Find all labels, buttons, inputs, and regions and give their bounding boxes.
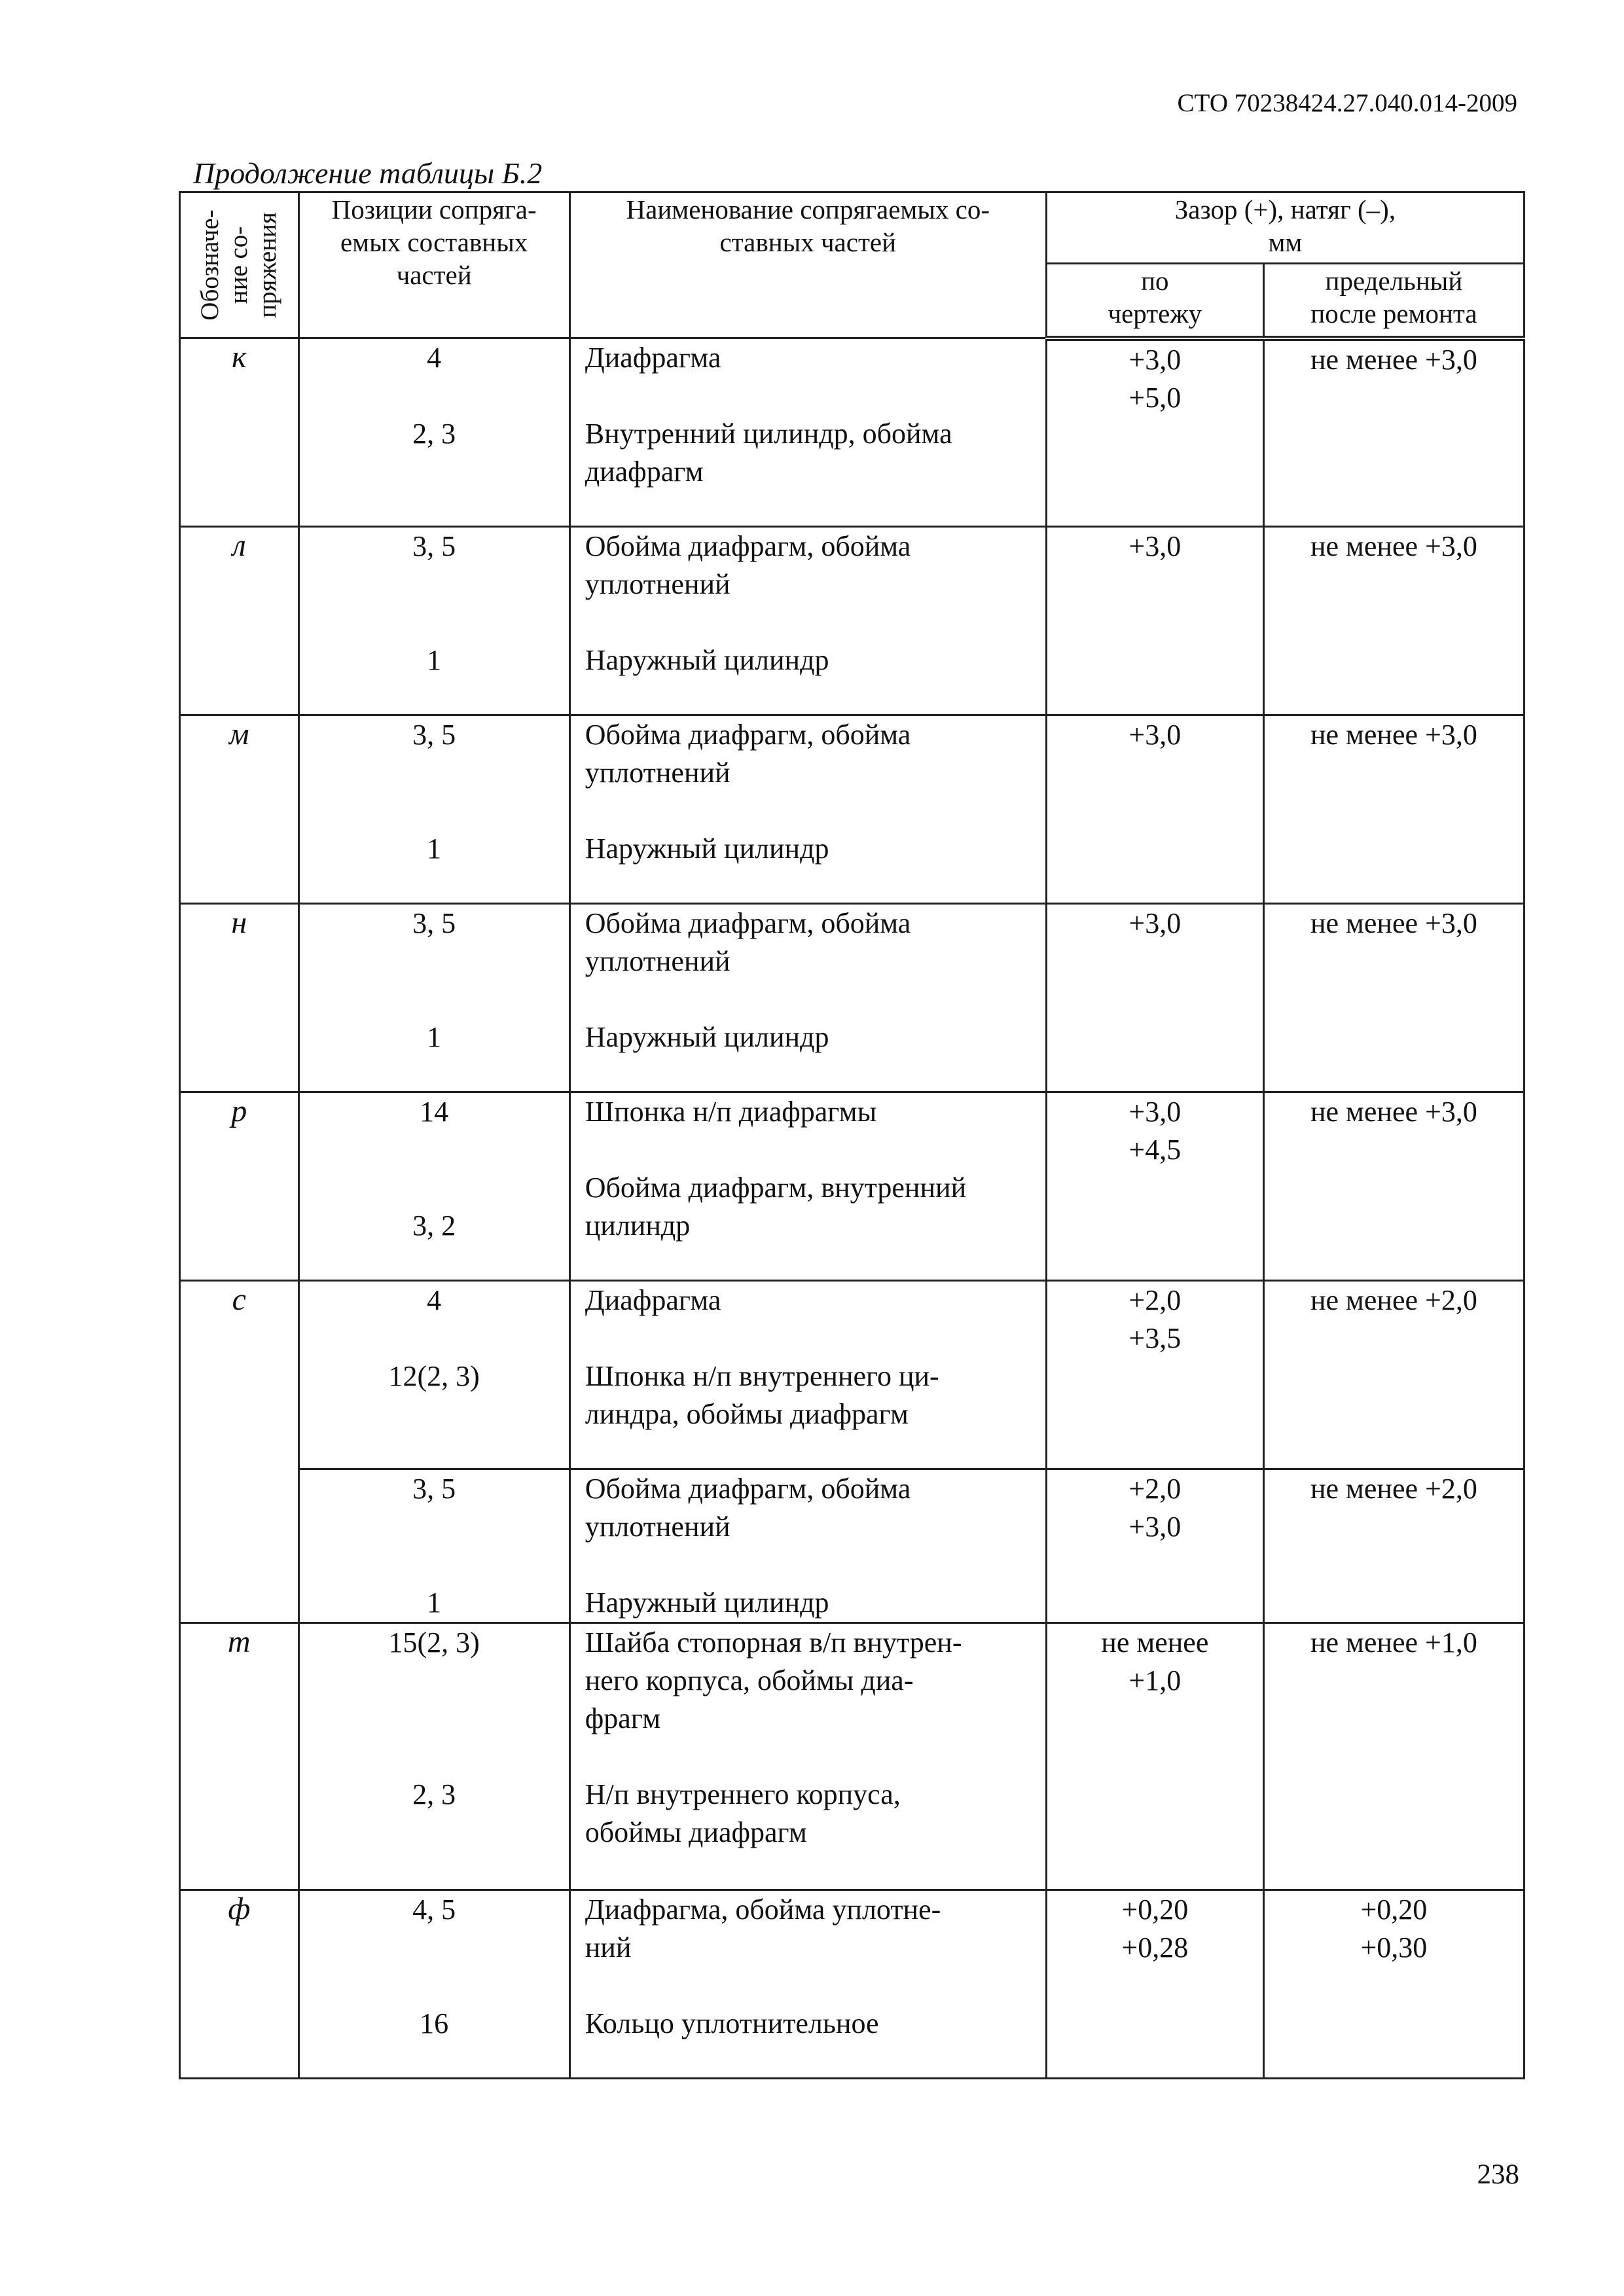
part-names-cell-line: Обойма диафрагм, обойма (585, 907, 911, 939)
gap-by-drawing-cell-line: +3,5 (1128, 1322, 1182, 1354)
part-names-cell-line: Кольцо уплотнительное (585, 2007, 879, 2039)
part-names-cell-line: Обойма диафрагм, обойма (585, 719, 911, 751)
header-names: Наименование сопрягаемых со- ставных частей (569, 192, 1046, 338)
part-names-cell-line: уплотнений (585, 568, 731, 600)
positions-cell-line: 4 (427, 342, 442, 374)
part-names-cell-line: Шайба стопорная в/п внутрен- (585, 1626, 962, 1659)
document-code: СТО 70238424.27.040.014-2009 (1177, 89, 1517, 117)
gap-limit-cell (1263, 1092, 1524, 1281)
header-gap: Зазор (+), натяг (–), мм (1046, 192, 1524, 264)
gap-limit-cell-line: не менее +3,0 (1310, 719, 1477, 751)
part-names-cell-line: цилиндр (585, 1210, 691, 1242)
header-designation-text: Обозначе- ние со- пряжения (196, 209, 282, 321)
gap-limit-cell-line: не менее +2,0 (1310, 1284, 1477, 1316)
gap-limit-cell-line: не менее +3,0 (1310, 530, 1477, 562)
gap-by-drawing-cell-line: +5,0 (1128, 381, 1182, 414)
part-names-cell (569, 1469, 1046, 1623)
header-positions: Позиции сопряга- емых составных частей (298, 192, 569, 338)
positions-cell (298, 338, 569, 527)
gap-limit-cell (1263, 1623, 1524, 1890)
positions-cell-line: 12(2, 3) (388, 1360, 480, 1392)
part-names-cell-line: Обойма диафрагм, обойма (585, 1473, 911, 1505)
gap-by-drawing-cell-line: +2,0 (1128, 1284, 1182, 1316)
positions-cell (298, 527, 569, 715)
positions-cell-line: 1 (427, 1587, 442, 1619)
page-number: 238 (1477, 2159, 1519, 2190)
gap-by-drawing-cell-line: не менее (1101, 1626, 1209, 1659)
gap-by-drawing-cell (1046, 1623, 1263, 1890)
part-names-cell-line: уплотнений (585, 1511, 731, 1543)
gap-by-drawing-cell-line: +2,0 (1128, 1473, 1182, 1505)
gap-by-drawing-cell-line: +0,20 (1121, 1893, 1189, 1926)
part-names-cell-line: Обойма диафрагм, внутренний (585, 1172, 967, 1204)
positions-cell (298, 1469, 569, 1623)
header-limit: предельный после ремонта (1263, 264, 1524, 338)
positions-cell (298, 1890, 569, 2079)
positions-cell-line: 1 (427, 833, 442, 865)
positions-cell-line: 1 (427, 644, 442, 676)
part-names-cell (569, 904, 1046, 1092)
part-names-cell (569, 527, 1046, 715)
part-names-cell-line: фрагм (585, 1702, 661, 1734)
header-designation (180, 192, 299, 338)
part-names-cell-line: Внутренний цилиндр, обойма (585, 418, 952, 450)
positions-cell-line: 3, 5 (412, 907, 456, 939)
gap-limit-cell-line: не менее +1,0 (1310, 1626, 1477, 1659)
part-names-cell-line: уплотнений (585, 757, 731, 789)
gap-limit-cell (1263, 1469, 1524, 1623)
gap-by-drawing-cell (1046, 1092, 1263, 1281)
gap-by-drawing-cell (1046, 527, 1263, 715)
table-continuation-caption: Продолжение таблицы Б.2 (193, 156, 543, 190)
table-row (180, 1890, 1525, 2079)
positions-cell-line: 3, 5 (412, 1473, 456, 1505)
designation-cell: н (180, 904, 299, 1092)
positions-cell (298, 1281, 569, 1469)
designation-cell: м (180, 715, 299, 904)
part-names-cell (569, 715, 1046, 904)
gap-limit-cell (1263, 904, 1524, 1092)
part-names-cell-line: Шпонка н/п внутреннего ци- (585, 1360, 939, 1392)
positions-cell-line: 3, 2 (412, 1210, 456, 1242)
gap-by-drawing-cell-line: +3,0 (1128, 1511, 1182, 1543)
designation-cell: л (180, 527, 299, 715)
gap-limit-cell (1263, 715, 1524, 904)
gap-limit-cell (1263, 1890, 1524, 2079)
gap-by-drawing-cell-line: +4,5 (1128, 1134, 1182, 1166)
gap-limit-cell (1263, 1281, 1524, 1469)
positions-cell (298, 1092, 569, 1281)
table-header (180, 192, 1525, 338)
table-row (180, 338, 1525, 527)
table-row (180, 1623, 1525, 1890)
designation-cell: р (180, 1092, 299, 1281)
gap-by-drawing-cell-line: +3,0 (1128, 343, 1182, 376)
gap-by-drawing-cell (1046, 338, 1263, 527)
gap-by-drawing-cell-line: +3,0 (1128, 719, 1182, 751)
gap-limit-cell-line: +0,20 (1360, 1893, 1428, 1926)
positions-cell-line: 14 (420, 1096, 449, 1128)
positions-cell-line: 3, 5 (412, 530, 456, 562)
part-names-cell-line: Наружный цилиндр (585, 833, 829, 865)
part-names-cell-line: Диафрагма (585, 342, 721, 374)
positions-cell (298, 1623, 569, 1890)
gap-by-drawing-cell (1046, 1890, 1263, 2079)
part-names-cell-line: диафрагм (585, 456, 704, 488)
table-row (180, 527, 1525, 715)
gap-limit-cell (1263, 527, 1524, 715)
part-names-cell-line: Обойма диафрагм, обойма (585, 530, 911, 562)
gap-by-drawing-cell-line: +3,0 (1128, 530, 1182, 562)
part-names-cell-line: Наружный цилиндр (585, 1021, 829, 1053)
gap-limit-cell-line: не менее +2,0 (1310, 1473, 1477, 1505)
gap-by-drawing-cell (1046, 1281, 1263, 1469)
part-names-cell-line: уплотнений (585, 945, 731, 977)
header-by-drawing: по чертежу (1046, 264, 1263, 338)
part-names-cell (569, 1281, 1046, 1469)
gap-by-drawing-cell-line: +0,28 (1121, 1931, 1189, 1964)
gap-by-drawing-cell-line: +1,0 (1128, 1664, 1182, 1696)
positions-cell-line: 3, 5 (412, 719, 456, 751)
positions-cell (298, 904, 569, 1092)
table-body (180, 338, 1525, 2079)
part-names-cell-line: него корпуса, обоймы диа- (585, 1664, 914, 1696)
gap-by-drawing-cell-line: +3,0 (1128, 1096, 1182, 1128)
gap-by-drawing-cell (1046, 904, 1263, 1092)
gap-limit-cell (1263, 338, 1524, 527)
positions-cell-line: 4 (427, 1284, 442, 1316)
positions-cell-line: 2, 3 (412, 1778, 456, 1810)
part-names-cell-line: Диафрагма, обойма уплотне- (585, 1893, 941, 1926)
positions-cell-line: 2, 3 (412, 418, 456, 450)
designation-cell: к (180, 338, 299, 527)
part-names-cell-line: обоймы диафрагм (585, 1816, 807, 1848)
table-row (180, 904, 1525, 1092)
positions-cell (298, 715, 569, 904)
designation-cell: ф (180, 1890, 299, 2079)
mating-parts-table (179, 191, 1525, 2079)
positions-cell-line: 15(2, 3) (388, 1626, 480, 1659)
part-names-cell (569, 1092, 1046, 1281)
gap-limit-cell-line: не менее +3,0 (1310, 1096, 1477, 1128)
part-names-cell-line: линдра, обоймы диафрагм (585, 1398, 909, 1430)
table-row (180, 715, 1525, 904)
part-names-cell-line: Наружный цилиндр (585, 1587, 829, 1619)
gap-limit-cell-line: не менее +3,0 (1310, 907, 1477, 939)
gap-by-drawing-cell-line: +3,0 (1128, 907, 1182, 939)
part-names-cell-line: Наружный цилиндр (585, 644, 829, 676)
positions-cell-line: 1 (427, 1021, 442, 1053)
table-row (180, 1281, 1525, 1469)
part-names-cell-line: Н/п внутреннего корпуса, (585, 1778, 901, 1810)
part-names-cell-line: Шпонка н/п диафрагмы (585, 1096, 877, 1128)
designation-cell: с (180, 1281, 299, 1623)
part-names-cell-line: Диафрагма (585, 1284, 721, 1316)
part-names-cell (569, 1890, 1046, 2079)
positions-cell-line: 4, 5 (412, 1893, 456, 1926)
positions-cell-line: 16 (420, 2007, 449, 2039)
table-row (180, 1092, 1525, 1281)
gap-by-drawing-cell (1046, 1469, 1263, 1623)
gap-by-drawing-cell (1046, 715, 1263, 904)
designation-cell: т (180, 1623, 299, 1890)
gap-limit-cell-line: не менее +3,0 (1310, 343, 1477, 376)
part-names-cell-line: ний (585, 1931, 632, 1964)
part-names-cell (569, 1623, 1046, 1890)
table-row (180, 1469, 1525, 1623)
gap-limit-cell-line: +0,30 (1360, 1931, 1428, 1964)
part-names-cell (569, 338, 1046, 527)
